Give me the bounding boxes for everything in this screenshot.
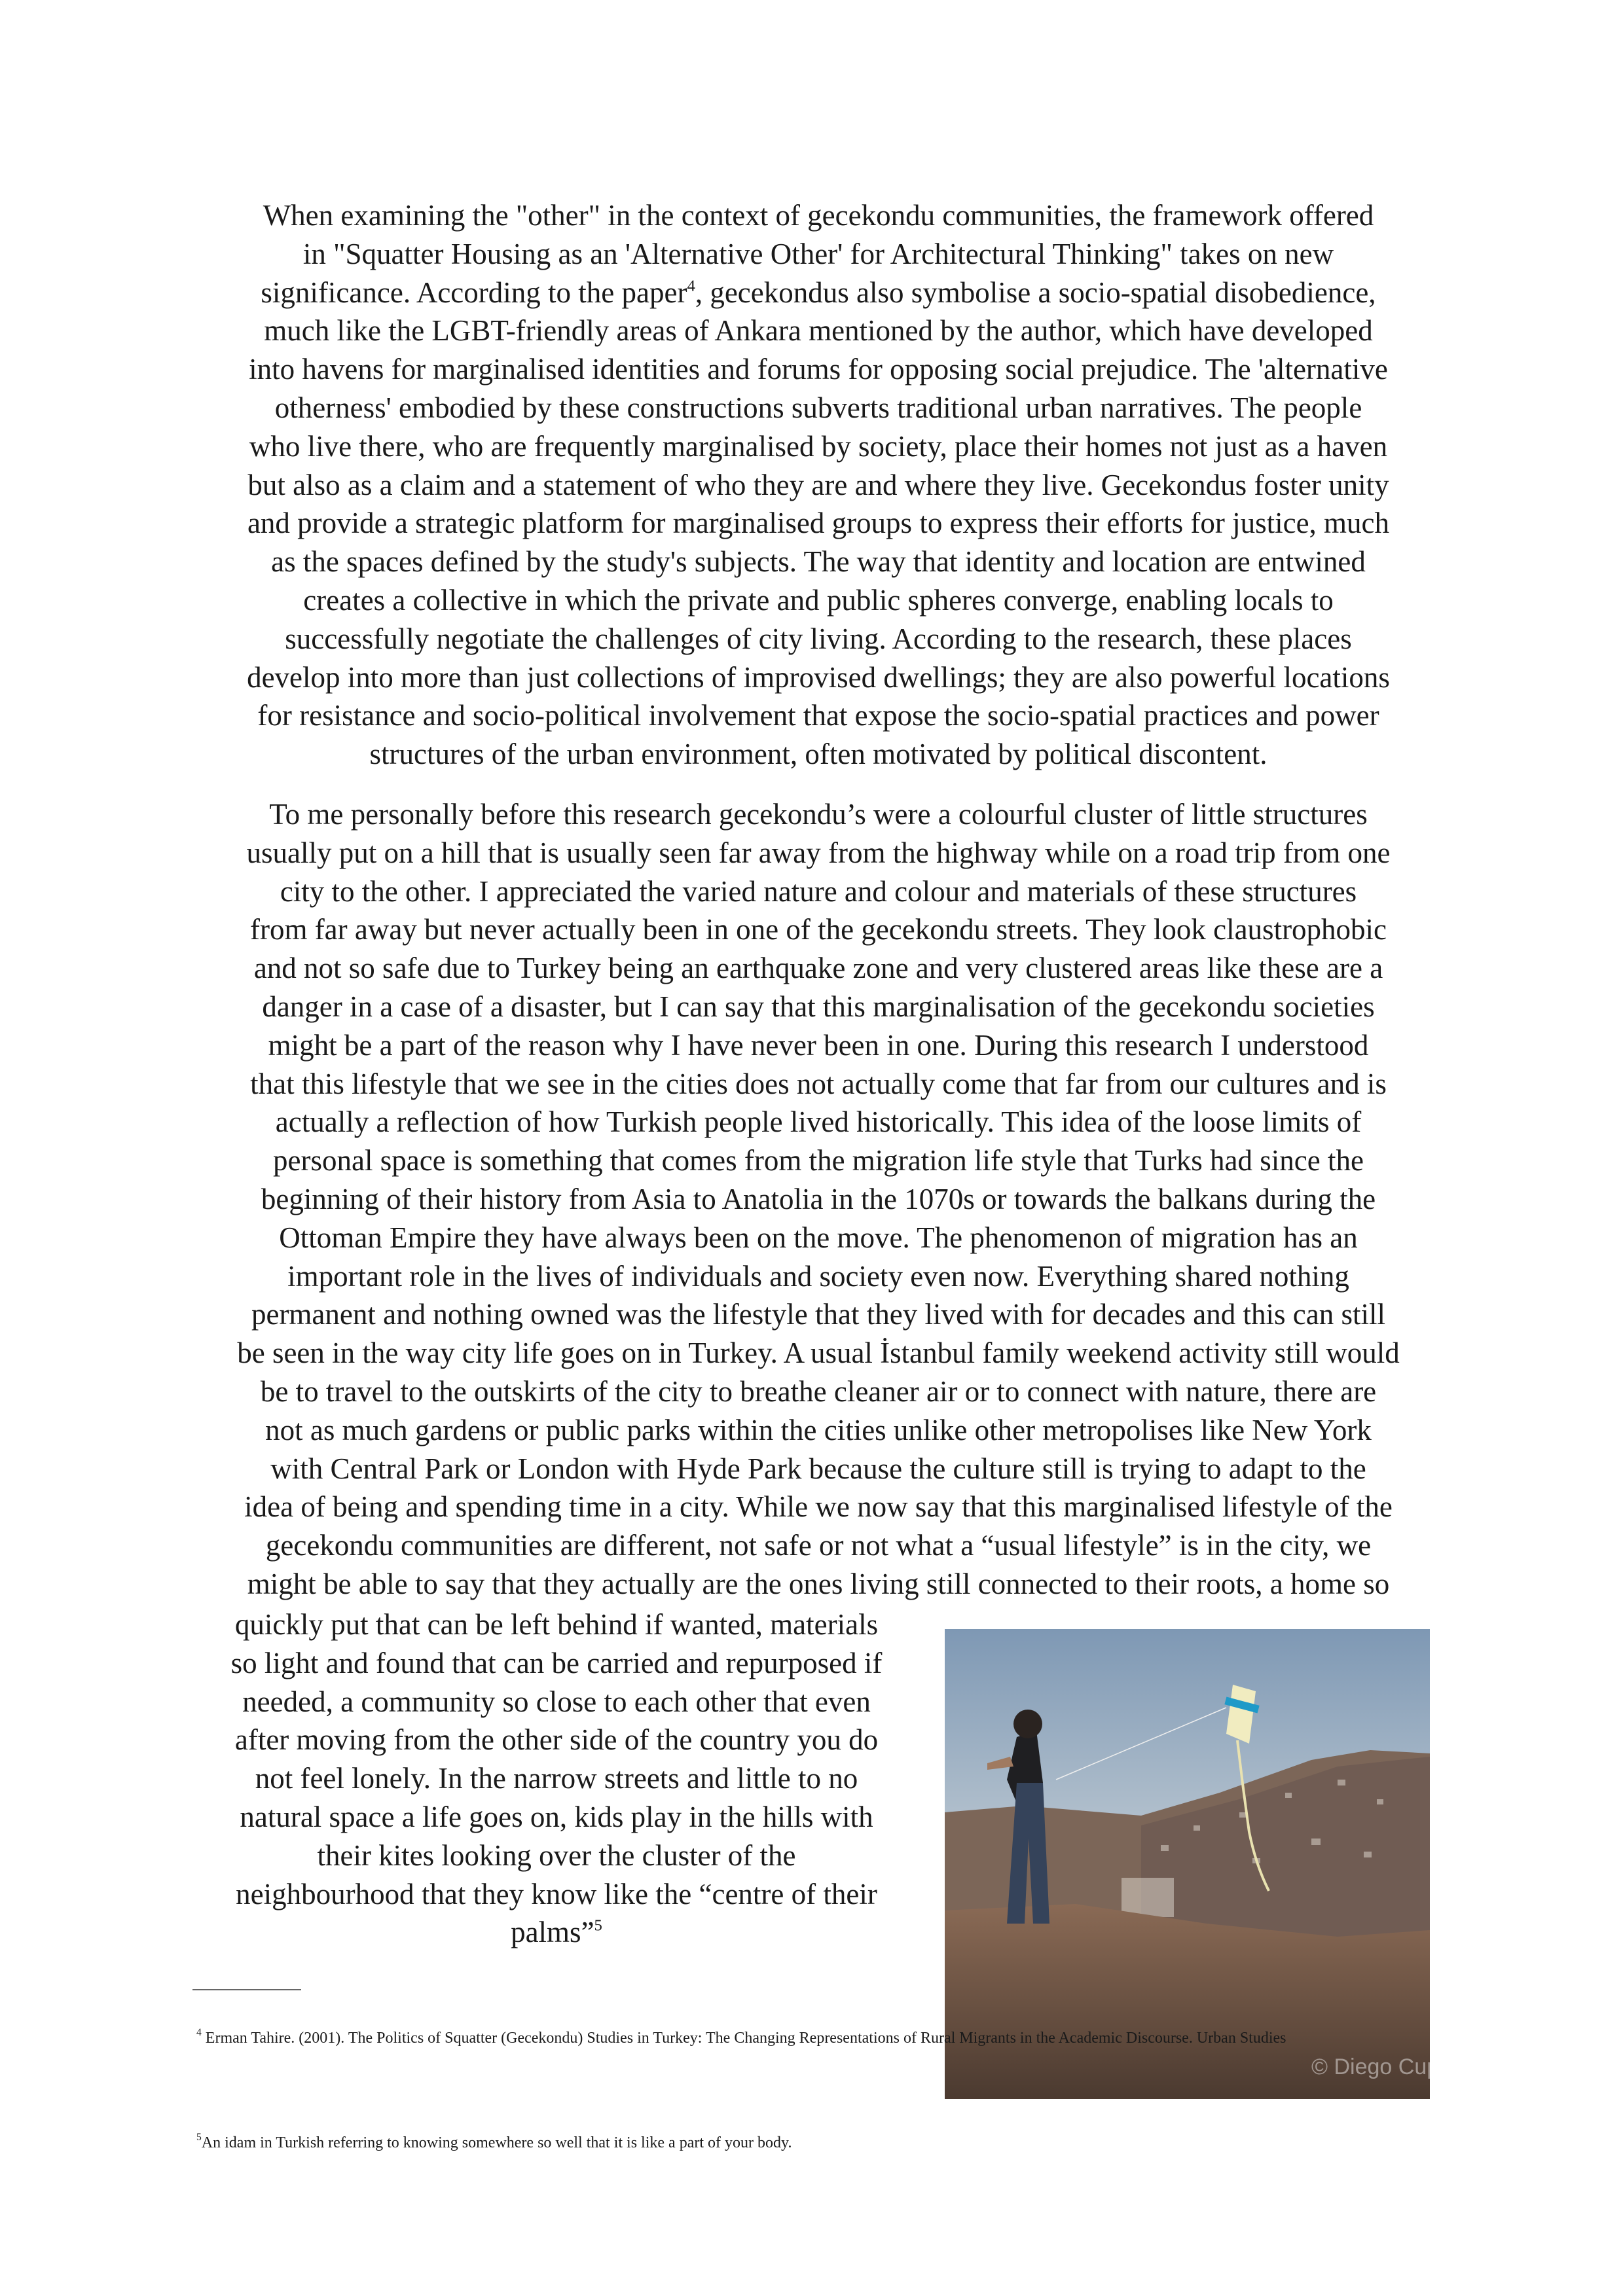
text-line: not feel lonely. In the narrow streets and little to no (255, 1762, 858, 1795)
text-line: that this lifestyle that we see in the cities does not actually come that far from our cultures and is (250, 1067, 1387, 1100)
paragraph-2-wrapped (190, 1605, 923, 1952)
footnote-5 (196, 2132, 1440, 2154)
text-line: idea of being and spending time in a city. While we now say that this marginalised lifestyle of the (244, 1490, 1393, 1524)
text-segment: palms” (511, 1916, 594, 1949)
text-line: develop into more than just collections of improvised dwellings; they are also powerful locations (247, 660, 1390, 694)
text-line: from far away but never actually been in one of the gecekondu streets. They look claustrophobic (249, 913, 1387, 946)
text-line: for resistance and socio-political involvement that expose the socio-spatial practices and power (257, 699, 1379, 732)
text-line: To me personally before this research gecekondu’s were a colourful cluster of little structures (269, 798, 1368, 831)
text-line: so light and found that can be carried and repurposed if (230, 1646, 883, 1679)
footnote-text: Erman Tahire. (2001). The Politics of Squatter (Gecekondu) Studies in Turkey: The Changing Representations of Rural Migrants in the Academic Discourse. Urban Studies (201, 2030, 1286, 2047)
text-line: in "Squatter Housing as an 'Alternative Other' for Architectural Thinking" takes on new (302, 237, 1334, 270)
text-line: When examining the "other" in the context of gecekondu communities, the framework offered (263, 199, 1374, 232)
text-line: actually a reflection of how Turkish people lived historically. This idea of the loose limits of (275, 1105, 1362, 1139)
text-line: into havens for marginalised identities and forums for opposing social prejudice. The 'alternative (249, 353, 1388, 386)
photo-watermark: © Diego Cupolo (1311, 2054, 1469, 2079)
text-line: gecekondu communities are different, not safe or not what a “usual lifestyle” is in the city, we (265, 1529, 1372, 1562)
text-line: but also as a claim and a statement of who they are and where they live. Gecekondus foster unity (247, 468, 1389, 501)
paragraph-1 (190, 196, 1447, 774)
text-line: be to travel to the outskirts of the city to breathe cleaner air or to connect with nature, there are (260, 1374, 1377, 1408)
text-line (190, 1913, 923, 1952)
text-line: neighbourhood that they know like the “centre of their (236, 1877, 877, 1910)
text-line: might be able to say that they actually are the ones living still connected to their roots, a home so (247, 1567, 1390, 1600)
text-segment: , gecekondus also symbolise a socio-spatial disobedience, (695, 276, 1376, 309)
text-line: successfully negotiate the challenges of city living. According to the research, these places (285, 622, 1352, 655)
text-line (190, 274, 1447, 312)
footnote-ref-5[interactable]: 5 (594, 1917, 602, 1935)
text-line: permanent and nothing owned was the lifestyle that they lived with for decades and this can still (251, 1298, 1386, 1331)
text-line: much like the LGBT-friendly areas of Ankara mentioned by the author, which have developed (264, 314, 1373, 348)
text-line: creates a collective in which the private and public spheres converge, enabling locals to (303, 583, 1334, 617)
footnote-mark: 5 (196, 2132, 202, 2144)
text-line: Ottoman Empire they have always been on the move. The phenomenon of migration has an (279, 1221, 1358, 1254)
text-line: otherness' embodied by these constructions subverts traditional urban narratives. The people (274, 391, 1362, 424)
text-line: might be a part of the reason why I have never been in one. During this research I understood (268, 1028, 1369, 1062)
text-line: after moving from the other side of the country you do (234, 1723, 879, 1757)
footnote-text: An idam in Turkish referring to knowing somewhere so well that it is like a part of your body. (201, 2134, 792, 2151)
text-line: city to the other. I appreciated the varied nature and colour and materials of these structures (280, 874, 1357, 908)
footnote-ref-4[interactable]: 4 (687, 277, 695, 295)
text-line: and provide a strategic platform for marginalised groups to express their efforts for justice, much (247, 507, 1390, 540)
text-line: not as much gardens or public parks within the cities unlike other metropolises like New York (265, 1413, 1372, 1446)
text-line: natural space a life goes on, kids play in the hills with (240, 1800, 873, 1833)
footnote-4 (196, 2028, 1440, 2049)
text-segment: significance. According to the paper (261, 276, 687, 309)
text-line: needed, a community so close to each other that even (242, 1685, 871, 1718)
text-line: their kites looking over the cluster of the (317, 1839, 796, 1872)
paragraph-2 (190, 795, 1447, 1604)
text-line: be seen in the way city life goes on in Turkey. A usual İstanbul family weekend activity still would (237, 1336, 1400, 1370)
text-line: and not so safe due to Turkey being an earthquake zone and very clustered areas like these are a (253, 952, 1383, 985)
text-line: usually put on a hill that is usually seen far away from the highway while on a road trip from one (246, 836, 1391, 869)
text-line: danger in a case of a disaster, but I can say that this marginalisation of the gecekondu societies (262, 990, 1375, 1023)
text-line: who live there, who are frequently marginalised by society, place their homes not just as a haven (249, 429, 1388, 463)
text-line: quickly put that can be left behind if wanted, materials (234, 1608, 879, 1641)
text-line: personal space is something that comes from the migration life style that Turks had since the (273, 1144, 1364, 1177)
text-line: important role in the lives of individuals and society even now. Everything shared nothing (287, 1259, 1349, 1293)
text-line: beginning of their history from Asia to Anatolia in the 1070s or towards the balkans during the (261, 1182, 1376, 1215)
text-line: as the spaces defined by the study's subjects. The way that identity and location are entwined (271, 545, 1366, 579)
text-line: with Central Park or London with Hyde Park because the culture still is trying to adapt to the (270, 1452, 1366, 1485)
text-line: structures of the urban environment, often motivated by political discontent. (369, 738, 1267, 771)
footnote-mark: 4 (196, 2027, 202, 2039)
footnote-separator (192, 1989, 301, 1990)
